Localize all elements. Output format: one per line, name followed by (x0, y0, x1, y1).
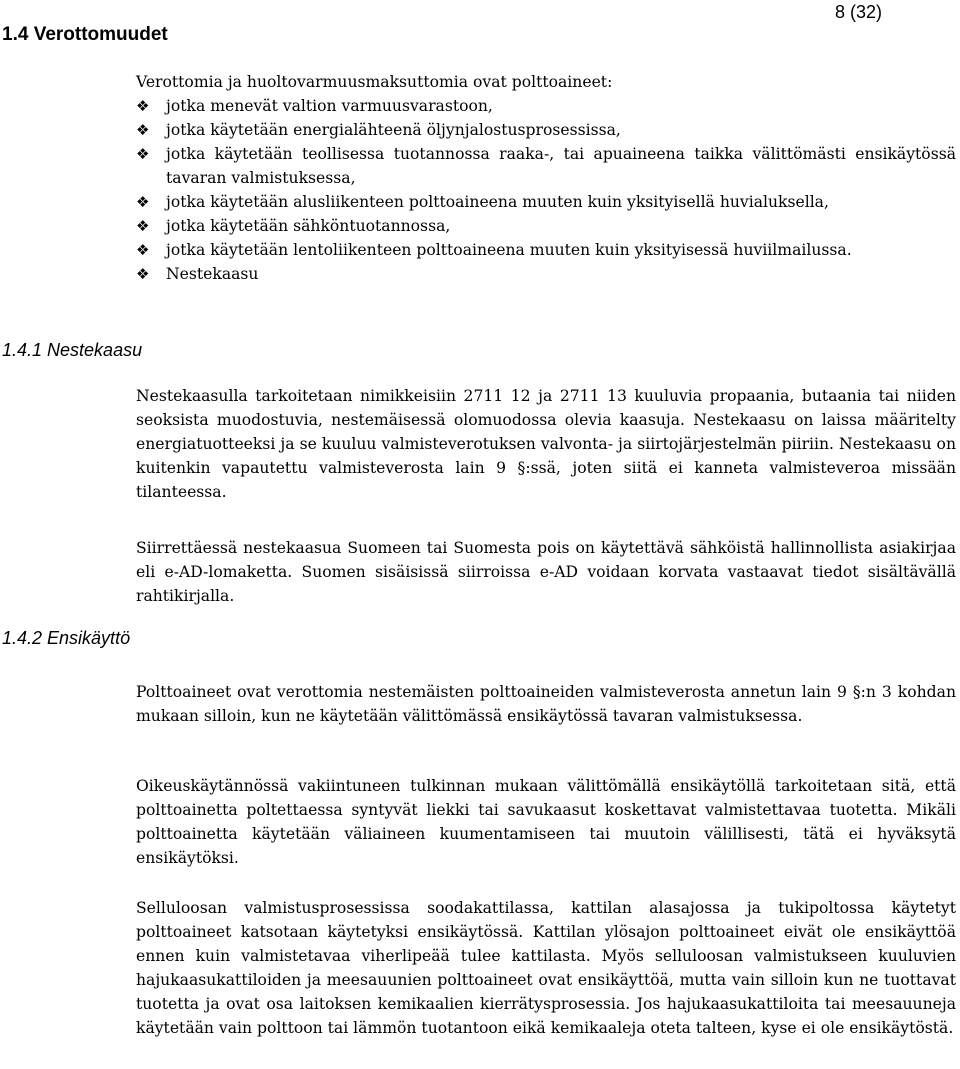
list-item (136, 214, 956, 238)
nestekaasu-transfer (136, 536, 956, 608)
paragraph: Polttoaineet ovat verottomia nestemäisten polttoaineiden valmisteverosta annetun lain 9 §:n 3 kohdan mukaan silloin, kun ne käytetään välittömässä ensikäytössä tavaran valmistuksessa. (136, 683, 956, 725)
list-item-text: jotka käytetään lentoliikenteen polttoaineena muuten kuin yksityisessä huviilmailussa. (166, 241, 852, 259)
list-item (136, 262, 956, 286)
list-item (136, 238, 956, 262)
heading-ensikaytto: 1.4.2 Ensikäyttö (2, 628, 131, 648)
list-item-text: jotka menevät valtion varmuusvarastoon, (166, 97, 493, 115)
list-item-text: jotka käytetään sähköntuotannossa, (166, 217, 451, 235)
paragraph: Nestekaasulla tarkoitetaan nimikkeisiin 2711 12 ja 2711 13 kuuluvia propaania, butaania tai niiden seoksista muodostuvia, nestemäisessä olomuodossa olevia kaasuja. Nestekaasu on laissa määritelty energiatuotteeksi ja se kuuluu valmisteverotuksen valvonta- ja siirtojärjestelmän piiriin. Nestekaasu on kuitenkin vapautettu valmisteverosta lain 9 §:ssä, joten siitä ei kanneta valmisteveroa missään tilanteessa. (136, 387, 956, 501)
paragraph: Siirrettäessä nestekaasua Suomeen tai Suomesta pois on käytettävä sähköistä hallinnollista asiakirjaa eli e-AD-lomaketta. Suomen sisäisissä siirroissa e-AD voidaan korvata vastaavat tiedot sisältävällä rahtikirjalla. (136, 539, 956, 605)
paragraph: Selluloosan valmistusprosessissa soodakattilassa, kattilan alasajossa ja tukipoltossa käytetyt polttoaineet katsotaan käytetyksi ensikäytössä. Kattilan ylösajon polttoaineet eivät ole ensikäyttöä ennen kuin valmistetavaa viherlipeää tulee kattilasta. Myös selluloosan valmistukseen kuuluvien hajukaasukattiloiden ja meesauunien polttoaineet ovat ensikäyttöä, mutta vain silloin kun ne tuottavat tuotetta ja ovat osa laitoksen kemikaalien kierrätysprosessia. Jos hajukaasukattiloita tai meesauuneja käytetään vain polttoon tai lämmön tuotantoon eikä kemikaaleja oteta talteen, kyse ei ole ensikäytöstä. (136, 899, 956, 1037)
four-diamond-bullet-icon: ❖ (136, 97, 150, 115)
four-diamond-bullet-icon: ❖ (136, 121, 150, 139)
paragraph: Oikeuskäytännössä vakiintuneen tulkinnan mukaan välittömällä ensikäytöllä tarkoitetaan sitä, että polttoainetta poltettaessa syntyvät liekki tai savukaasut koskettavat valmistettavaa tuotetta. Mikäli polttoainetta käytetään väliaineen kuumentamiseen tai muutoin välillisesti, tätä ei hyväksytä ensikäytöksi. (136, 777, 956, 867)
four-diamond-bullet-icon: ❖ (136, 217, 150, 235)
intro-lead: Verottomia ja huoltovarmuusmaksuttomia ovat polttoaineet: (136, 73, 613, 91)
ensikaytto-law (136, 680, 956, 728)
heading-nestekaasu: 1.4.1 Nestekaasu (2, 340, 143, 360)
exemption-list (136, 94, 956, 286)
list-item-text: jotka käytetään energialähteenä öljynjalostusprosessissa, (166, 121, 621, 139)
list-item (136, 118, 956, 142)
list-item-text: Nestekaasu (166, 265, 259, 283)
ensikaytto-interpretation (136, 774, 956, 870)
intro-section (136, 70, 956, 286)
list-item-text: jotka käytetään teollisessa tuotannossa raaka-, tai apuaineena taikka välittömästi ensikäytössä tavaran valmistuksessa, (166, 145, 956, 187)
ensikaytto-pulp (136, 896, 956, 1040)
section-title: 1.4 Verottomuudet (2, 24, 168, 45)
list-item (136, 190, 956, 214)
four-diamond-bullet-icon: ❖ (136, 145, 150, 163)
nestekaasu-section (136, 384, 956, 504)
four-diamond-bullet-icon: ❖ (136, 265, 150, 283)
page-number: 8 (32) (834, 2, 882, 22)
list-item (136, 94, 956, 118)
four-diamond-bullet-icon: ❖ (136, 241, 150, 259)
list-item-text: jotka käytetään alusliikenteen polttoaineena muuten kuin yksityisellä huvialuksella, (166, 193, 829, 211)
four-diamond-bullet-icon: ❖ (136, 193, 150, 211)
list-item (136, 142, 956, 190)
